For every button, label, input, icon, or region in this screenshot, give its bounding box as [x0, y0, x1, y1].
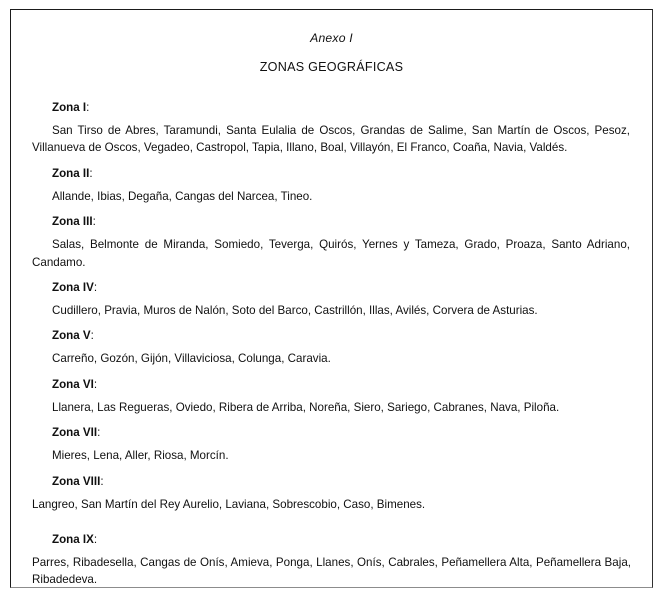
- spacer: [32, 157, 631, 167]
- zone-block-9: [32, 533, 631, 589]
- spacer: [32, 513, 631, 533]
- zone-colon-2: :: [89, 166, 93, 180]
- zone-heading-4: [32, 281, 631, 295]
- spacer: [32, 271, 631, 281]
- zone-label-4: Zona IV: [52, 281, 94, 295]
- zone-block-3: [32, 215, 631, 271]
- zone-colon-6: :: [93, 377, 98, 391]
- page-title: Anexo I: [310, 31, 353, 45]
- zone-label-7: Zona VII: [52, 426, 98, 440]
- zone-heading-1: [32, 101, 631, 115]
- zone-heading-6: [32, 378, 631, 392]
- zone-municipalities-3: Salas, Belmonte de Miranda, Somiedo, Teverga, Quirós, Yernes y Tameza, Grado, Proaza, Santo Adriano, Candamo.: [32, 238, 630, 269]
- zone-heading-9: [32, 533, 631, 547]
- zone-list: [32, 101, 631, 589]
- zone-block-1: [32, 101, 631, 157]
- zone-colon-8: :: [100, 474, 104, 488]
- zone-block-2: [32, 167, 631, 205]
- zone-block-7: [32, 426, 631, 464]
- zone-municipalities-8: Langreo, San Martín del Rey Aurelio, Laviana, Sobrescobio, Caso, Bimenes.: [32, 497, 426, 511]
- document-page-frame: [10, 9, 653, 588]
- document-content: [11, 10, 652, 589]
- zone-colon-9: :: [93, 533, 98, 547]
- zone-block-6: [32, 378, 631, 416]
- zone-municipalities-5: Carreño, Gozón, Gijón, Villaviciosa, Colunga, Caravia.: [52, 352, 331, 366]
- zone-heading-3: [32, 215, 631, 229]
- zone-block-4: [32, 281, 631, 319]
- zone-label-8: Zona VIII: [52, 474, 101, 488]
- zone-colon-4: :: [93, 281, 98, 295]
- zone-colon-1: :: [86, 101, 90, 114]
- zone-block-8: [32, 475, 631, 513]
- zone-label-9: Zona IX: [52, 533, 94, 547]
- spacer: [32, 416, 631, 426]
- spacer: [32, 465, 631, 475]
- zone-heading-7: [32, 426, 631, 440]
- zone-municipalities-4: Cudillero, Pravia, Muros de Nalón, Soto del Barco, Castrillón, Illas, Avilés, Corvera de Asturias.: [52, 304, 538, 318]
- zone-heading-2: [32, 167, 631, 181]
- zone-colon-5: :: [90, 329, 94, 343]
- zone-colon-7: :: [97, 426, 101, 440]
- spacer: [32, 319, 631, 329]
- zone-block-5: [32, 329, 631, 367]
- zone-label-3: Zona III: [52, 215, 93, 229]
- zone-label-5: Zona V: [52, 329, 91, 343]
- spacer: [32, 205, 631, 215]
- zone-municipalities-9: Parres, Ribadesella, Cangas de Onís, Amieva, Ponga, Llanes, Onís, Cabrales, Peñamellera Alta, Peñamellera Baja, Ribadedeva.: [32, 556, 631, 587]
- zone-colon-3: :: [92, 215, 96, 229]
- zone-label-1: Zona I: [52, 101, 87, 114]
- zone-heading-8: [32, 475, 631, 489]
- zone-heading-5: [32, 329, 631, 343]
- zone-municipalities-1: San Tirso de Abres, Taramundi, Santa Eulalia de Oscos, Grandas de Salime, San Martín de Oscos, Pesoz, Villanueva de Oscos, Vegadeo, Castropol, Tapia, Illano, Boal, Villayón, El Franco, Coaña, Navia, Valdés.: [32, 124, 630, 155]
- zone-municipalities-2: Allande, Ibias, Degaña, Cangas del Narcea, Tineo.: [52, 189, 313, 203]
- zone-municipalities-7: Mieres, Lena, Aller, Riosa, Morcín.: [52, 449, 229, 463]
- page-subtitle: ZONAS GEOGRÁFICAS: [259, 60, 404, 74]
- zone-label-6: Zona VI: [52, 377, 94, 391]
- zone-label-2: Zona II: [52, 166, 90, 180]
- zone-municipalities-6: Llanera, Las Regueras, Oviedo, Ribera de Arriba, Noreña, Siero, Sariego, Cabranes, Nava, Piloña.: [52, 400, 560, 414]
- spacer: [32, 368, 631, 378]
